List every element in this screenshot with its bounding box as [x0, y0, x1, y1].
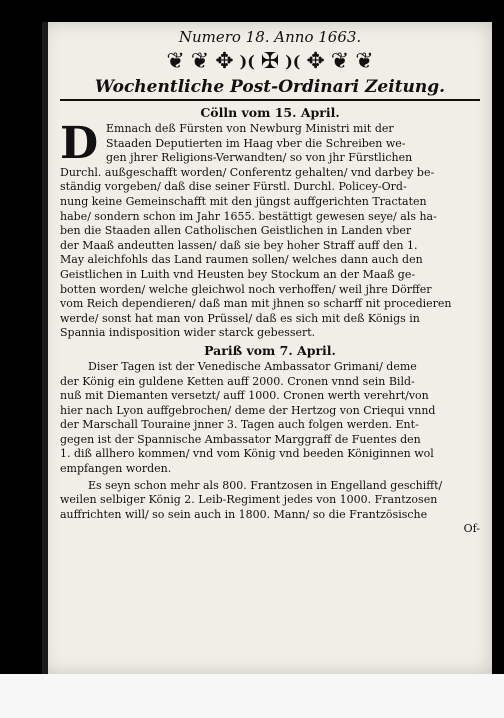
- text-line: habe/ sondern schon im Jahr 1655. bestättigt gewesen seye/ als ha-: [60, 209, 437, 223]
- article-paris-paragraph-1: [60, 360, 480, 477]
- text-line: ben die Staaden allen Catholischen Geistlichen in Landen vber: [60, 224, 412, 238]
- text-line: Spannia indisposition wider starck gebessert.: [60, 326, 316, 340]
- drop-cap: D: [60, 118, 99, 169]
- text-line: der König ein guldene Ketten auff 2000. Cronen vnnd sein Bild-: [60, 374, 415, 388]
- page-content: [60, 28, 480, 537]
- text-line: empfangen worden.: [60, 462, 172, 476]
- article-dateline-cologne: Cölln vom 15. April.: [200, 105, 340, 120]
- text-line: auffrichten will/ so sein auch in 1800. Mann/ so die Frantzösische: [60, 507, 428, 521]
- text-line: May aleichfohls das Land raumen sollen/ welches dann auch den: [60, 253, 423, 267]
- bracket-ornament-icon: )(: [239, 52, 255, 71]
- fleuron-icon: ❦: [166, 49, 185, 74]
- article-cologne: [60, 118, 480, 341]
- fleuron-icon: ❦: [330, 49, 350, 74]
- bracket-ornament-icon: )(: [285, 52, 301, 71]
- newspaper-page: [42, 22, 492, 674]
- fleuron-icon: ❦: [355, 49, 374, 74]
- text-line: hier nach Lyon auffgebrochen/ deme der Hertzog von Criequi vnnd: [60, 403, 436, 417]
- page-binding-edge: [42, 22, 48, 674]
- fleuron-icon: ❦: [190, 49, 210, 74]
- catchword: Of-: [463, 522, 480, 536]
- floral-ornament-icon: ✥: [215, 49, 234, 74]
- text-line: 1. diß allhero kommen/ vnd vom König vnd beeden Königinnen wol: [60, 447, 434, 461]
- text-line: gegen ist der Spannische Ambassator Marggraff de Fuentes den: [60, 432, 421, 446]
- text-line: werde/ sonst hat man von Prüssel/ daß es sich mit deß Königs in: [60, 311, 420, 325]
- article-paris-paragraph-2: [60, 479, 480, 537]
- issue-number: Numero 18. Anno 1663.: [178, 28, 362, 46]
- article-dateline-paris: Pariß vom 7. April.: [204, 342, 336, 358]
- title-rule: [60, 99, 480, 101]
- text-line: Geistlichen in Luith vnd Heusten bey Stockum an der Maaß ge-: [60, 267, 416, 281]
- floral-ornament-icon: ✥: [306, 49, 325, 74]
- text-line: weilen selbiger König 2. Leib-Regiment jedes von 1000. Frantzosen: [60, 493, 438, 507]
- text-line: botten worden/ welche gleichwol noch verhoffen/ weil jhre Dörffer: [60, 282, 432, 296]
- text-line: Es seyn schon mehr als 800. Frantzosen in Engelland geschifft/: [88, 478, 443, 492]
- text-line: Emnach deß Fürsten von Newburg Ministri mit der: [106, 122, 394, 135]
- newspaper-title: Wochentliche Post-Ordinari Zeitung.: [94, 77, 446, 97]
- text-line: Diser Tagen ist der Venedische Ambassator Grimani/ deme: [88, 359, 417, 373]
- scan-margin: [0, 674, 504, 718]
- cross-ornament-icon: ✠: [260, 49, 280, 74]
- text-line: gen jhrer Religions-Verwandten/ so von jhr Fürstlichen: [106, 151, 413, 165]
- text-line: der Maaß andeutten lassen/ daß sie bey hoher Straff auff den 1.: [60, 238, 418, 252]
- text-line: nung keine Gemeinschafft mit den jüngst auffgerichten Tractaten: [60, 194, 427, 208]
- text-line: der Marschall Touraine jnner 3. Tagen auch folgen werden. Ent-: [60, 418, 419, 432]
- text-line: Staaden Deputierten im Haag vber die Schreiben we-: [106, 136, 406, 150]
- text-line: ständig vorgeben/ daß dise seiner Fürstl. Durchl. Policey-Ord-: [60, 180, 407, 194]
- text-line: nuß mit Diemanten versetzt/ auff 1000. Cronen werth verehrt/von: [60, 389, 429, 403]
- text-line: Durchl. außgeschafft worden/ Conferentz gehalten/ vnd darbey be-: [60, 165, 435, 179]
- ornament-row: [60, 50, 480, 74]
- text-line: vom Reich dependieren/ daß man mit jhnen so scharff nit procedieren: [60, 297, 452, 311]
